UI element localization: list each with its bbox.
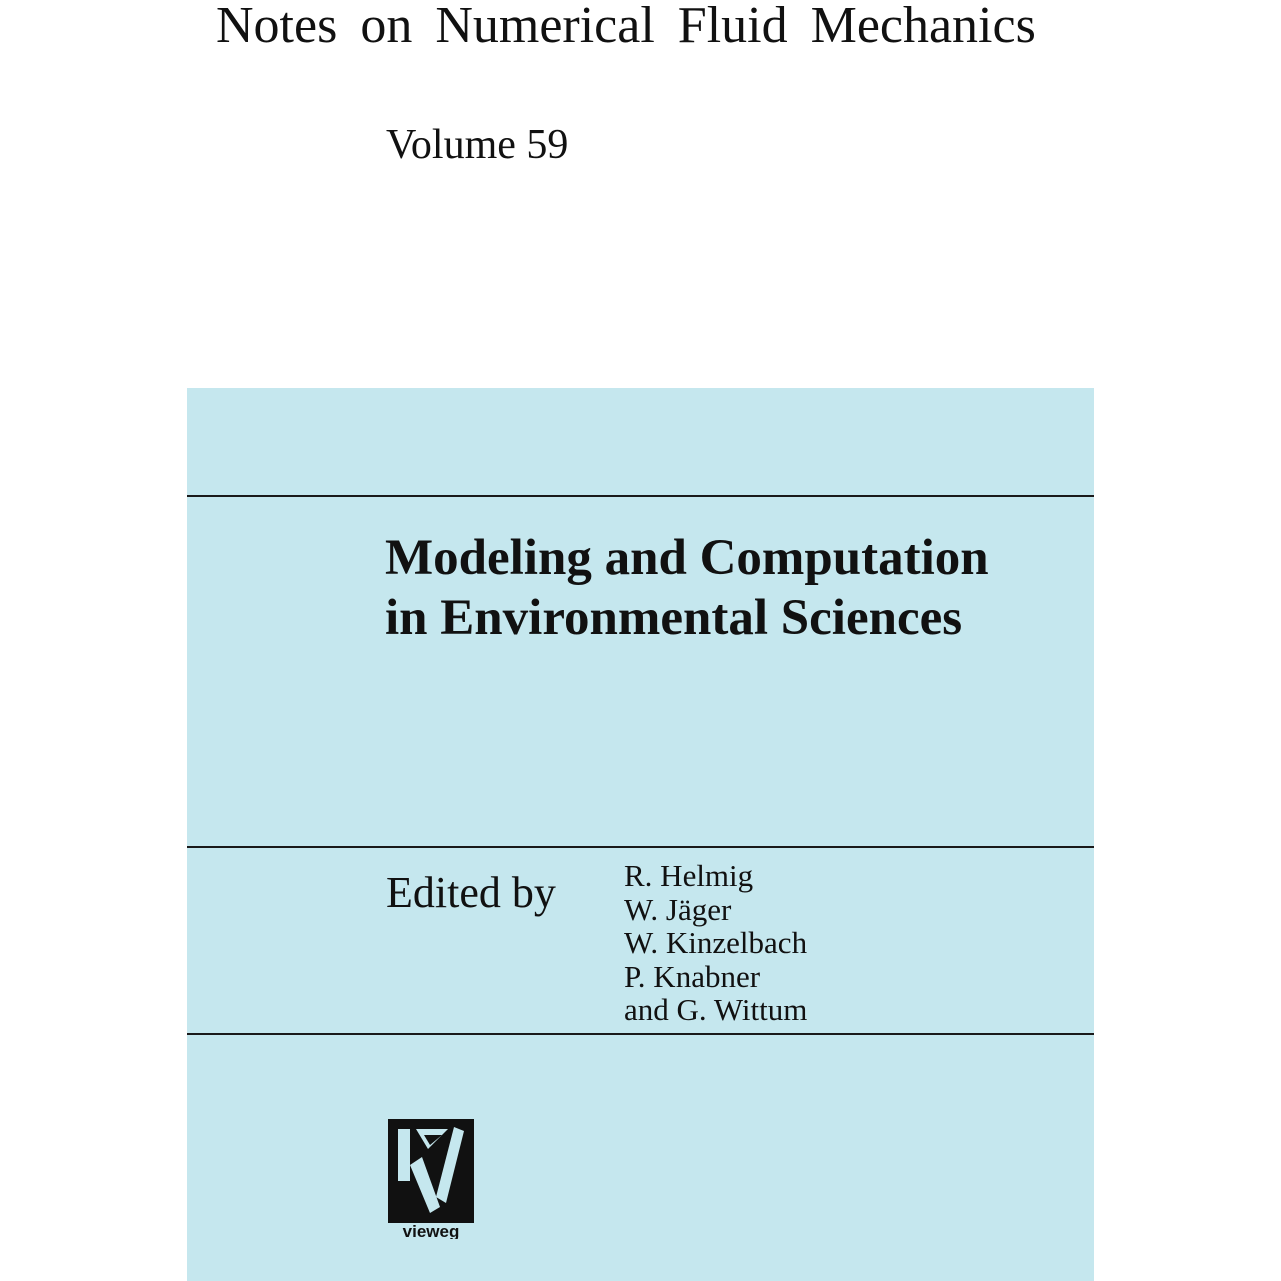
cover-panel [187,388,1094,1281]
divider-bottom [187,1033,1094,1035]
editor-list [624,859,807,1027]
book-title-line-2: in Environmental Sciences [385,590,963,646]
editor-name: W. Jäger [624,891,732,927]
divider-middle [187,846,1094,848]
series-title: Notes on Numerical Fluid Mechanics [216,0,1036,54]
divider-top [187,495,1094,497]
vieweg-logo-icon [388,1119,476,1239]
edited-by-label: Edited by [386,868,556,917]
publisher-name: vieweg [402,1222,460,1239]
editor-name: and G. Wittum [624,992,808,1027]
editor-name: W. Kinzelbach [624,925,808,960]
book-title [385,528,989,648]
book-title-line-1: Modeling and Computation [385,530,989,586]
editor-name: R. Helmig [624,858,754,893]
volume-number: Volume 59 [386,122,569,168]
editor-name: P. Knabner [624,958,761,994]
